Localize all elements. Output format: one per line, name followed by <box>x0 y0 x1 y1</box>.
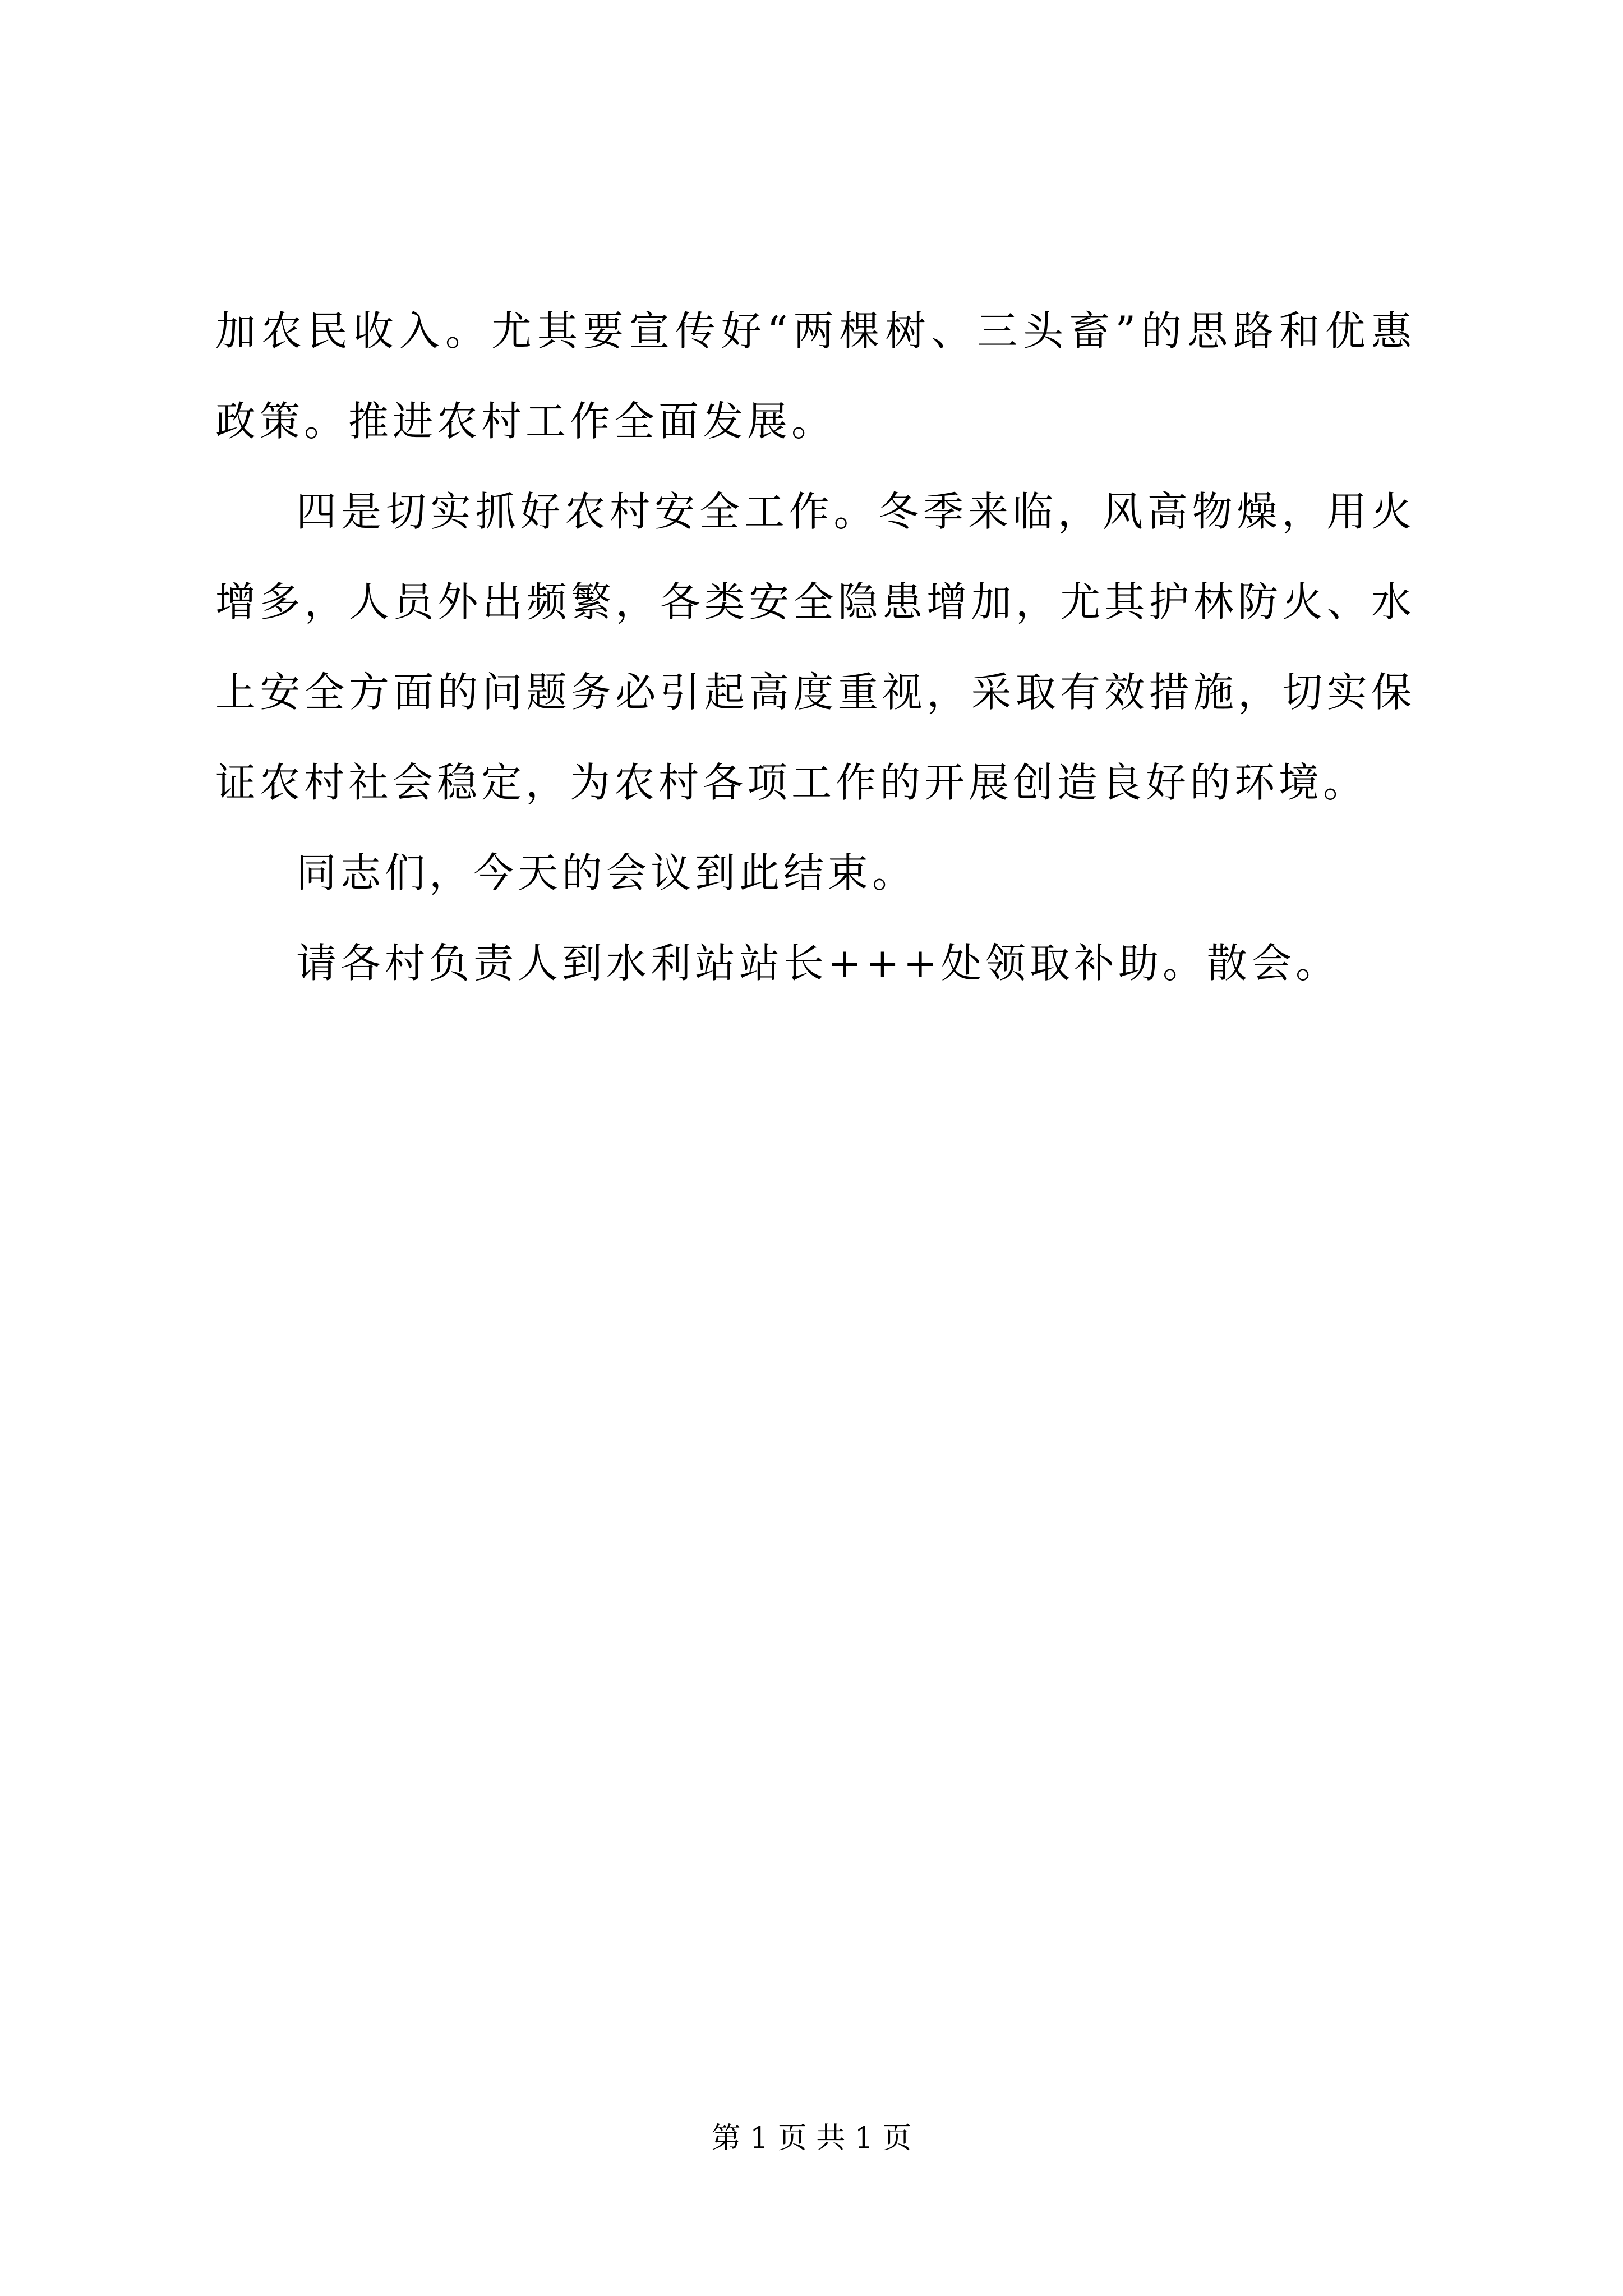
paragraph-safety-work: 四是切实抓好农村安全工作。冬季来临，风高物燥，用火增多，人员外出频繁，各类安全隐患增加，尤其护林防火、水上安全方面的问题务必引起高度重视，采取有效措施，切实保证农村社会稳定，为农村各项工作的开展创造良好的环境。 <box>215 488 1415 806</box>
paragraph-continuation: 加农民收入。尤其要宣传好“两棵树、三头畜”的思路和优惠政策。推进农村工作全面发展。 <box>215 307 1415 445</box>
page-footer: 第 1 页 共 1 页 <box>711 2122 912 2155</box>
document-body <box>215 286 1415 1009</box>
paragraph-subsidy-notice: 请各村负责人到水利站站长+++处领取补助。散会。 <box>296 940 1340 987</box>
paragraph-meeting-end: 同志们，今天的会议到此结束。 <box>296 849 917 896</box>
